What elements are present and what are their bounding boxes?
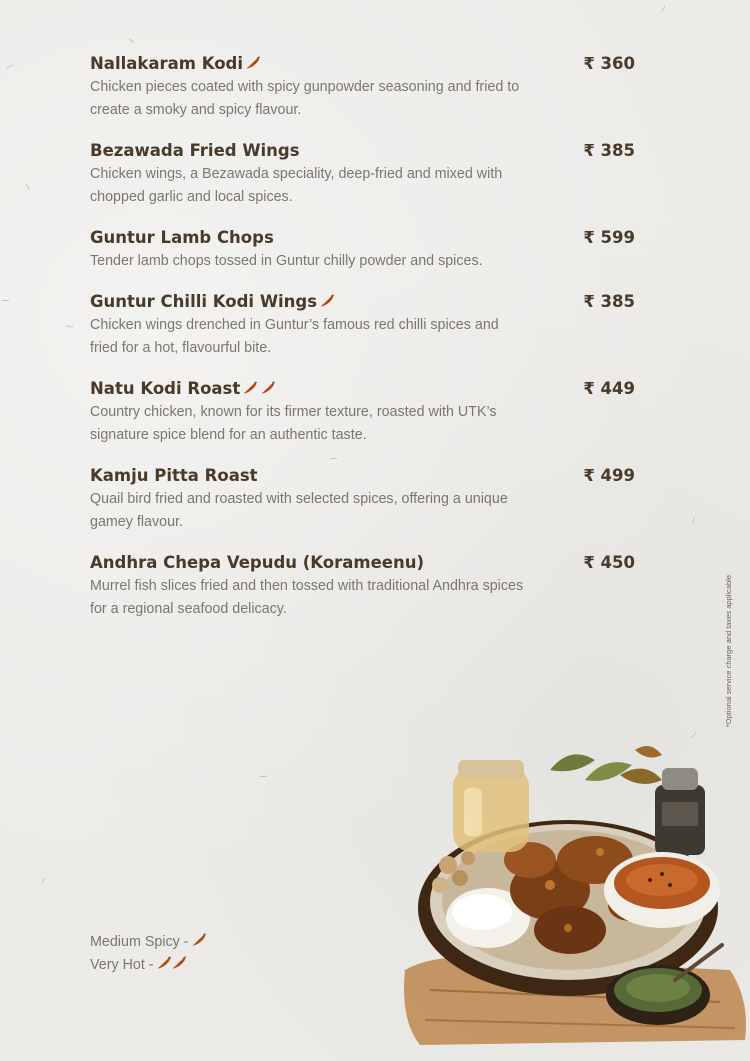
item-description: Chicken wings drenched in Guntur’s famous red chilli spices and fried for a hot, flavourful bite.: [90, 317, 499, 356]
item-price: ₹ 499: [583, 466, 635, 485]
chili-pepper-icon: [157, 956, 172, 970]
item-price: ₹ 385: [583, 141, 635, 160]
food-platter-illustration: [400, 740, 750, 1061]
legend-hot-label: Very Hot -: [90, 957, 154, 973]
chili-pepper-icon: [243, 381, 258, 395]
item-name: Andhra Chepa Vepudu (Korameenu): [90, 553, 424, 572]
spice-indicator: [317, 294, 335, 312]
item-name: Kamju Pitta Roast: [90, 466, 258, 485]
legend-hot: [90, 954, 207, 977]
menu-item: [90, 226, 635, 273]
chili-pepper-icon: [192, 933, 207, 947]
spice-legend: [90, 931, 207, 977]
item-name: Bezawada Fried Wings: [90, 141, 300, 160]
menu-item: [90, 464, 635, 534]
item-description: Chicken wings, a Bezawada speciality, deep-fried and mixed with chopped garlic and local spices.: [90, 166, 503, 205]
item-name: Guntur Lamb Chops: [90, 228, 274, 247]
item-description: Chicken pieces coated with spicy gunpowder seasoning and fried to create a smoky and spicy flavour.: [90, 79, 520, 118]
item-description: Quail bird fried and roasted with selected spices, offering a unique gamey flavour.: [90, 491, 508, 530]
item-name: Guntur Chilli Kodi Wings: [90, 292, 318, 311]
item-description: Murrel fish slices fried and then tossed with traditional Andhra spices for a regional seafood delicacy.: [90, 578, 524, 617]
chili-pepper-icon: [246, 56, 261, 70]
menu-item: [90, 52, 635, 122]
item-description: Country chicken, known for its firmer texture, roasted with UTK’s signature spice blend for an authentic taste.: [90, 404, 497, 443]
menu-list: [90, 52, 635, 638]
menu-item: [90, 551, 635, 621]
item-name: Natu Kodi Roast: [90, 379, 241, 398]
menu-item: [90, 290, 635, 360]
item-description: Tender lamb chops tossed in Guntur chilly powder and spices.: [90, 253, 483, 269]
service-charge-note: *Optional service charge and taxes applicable: [724, 575, 733, 728]
item-price: ₹ 450: [583, 553, 635, 572]
item-price: ₹ 599: [583, 228, 635, 247]
item-name: Nallakaram Kodi: [90, 54, 244, 73]
item-price: ₹ 385: [583, 292, 635, 311]
spice-indicator: [243, 56, 261, 74]
chili-pepper-icon: [320, 294, 335, 308]
menu-item: [90, 139, 635, 209]
chili-pepper-icon: [172, 956, 187, 970]
spice-indicator: [240, 381, 276, 399]
legend-medium-label: Medium Spicy -: [90, 934, 189, 950]
menu-item: [90, 377, 635, 447]
item-price: ₹ 360: [583, 54, 635, 73]
chili-pepper-icon: [261, 381, 276, 395]
legend-medium: [90, 931, 207, 954]
item-price: ₹ 449: [583, 379, 635, 398]
